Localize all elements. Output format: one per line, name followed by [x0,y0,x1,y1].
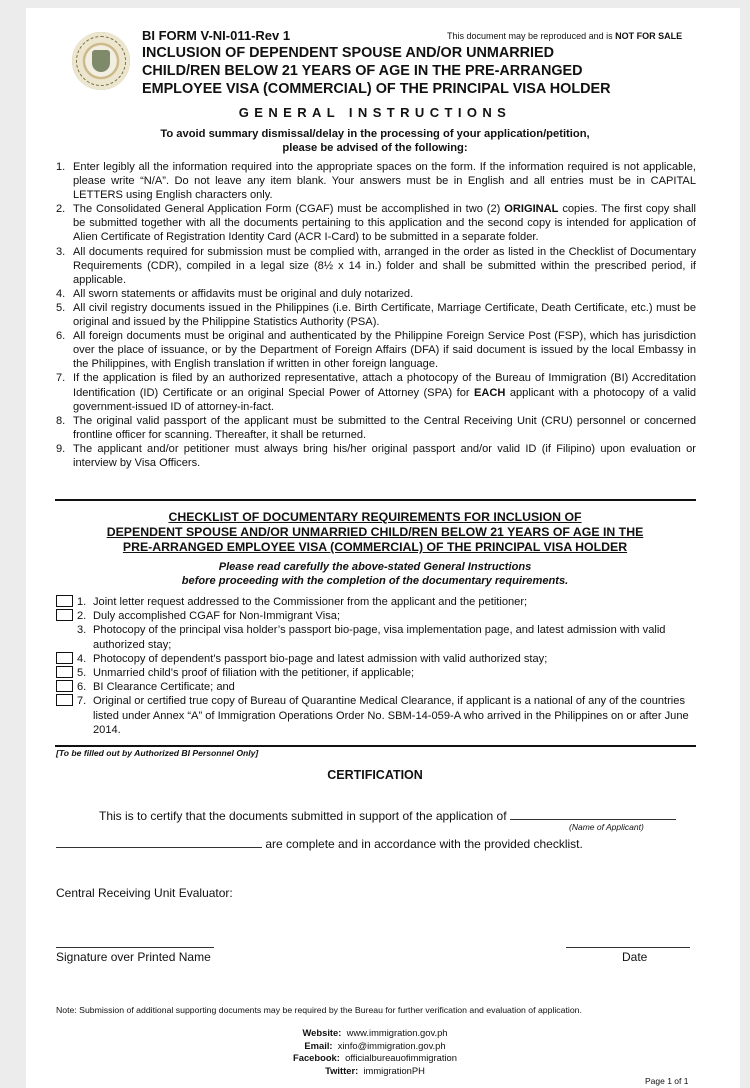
instruction-number: 6. [56,330,66,343]
instruction-text: The applicant and/or petitioner must always bring his/her original passport and/or valid ID (if Filipino) upon evaluation or interview by Visa Officers. [73,442,696,469]
signature-label: Signature over Printed Name [56,950,211,964]
applicant-name-field-cont[interactable] [56,836,262,848]
checklist-title-line: CHECKLIST OF DOCUMENTARY REQUIREMENTS FOR INCLUSION OF [168,510,582,524]
facebook-label: Facebook: [293,1052,340,1063]
certification-statement-cont [56,836,583,851]
website-link[interactable]: www.immigration.gov.ph [346,1027,448,1038]
instruction-emphasis: EACH [474,386,506,399]
instructions-subheading: To avoid summary dismissal/delay in the processing of your application/petition, [160,128,590,140]
personnel-note: [To be filled out by Authorized BI Personnel Only] [56,748,259,758]
checklist-title [0,540,750,554]
title-line: INCLUSION OF DEPENDENT SPOUSE AND/OR UNMARRIED [142,45,555,61]
checklist-number: 3. [77,624,87,637]
instruction-item [56,414,696,442]
reproduction-notice [447,31,682,41]
checklist-number: 4. [77,652,87,665]
checklist-text: Joint letter request addressed to the Commissioner from the applicant and the petitioner; [93,596,528,608]
checklist-item [56,694,696,737]
checkbox[interactable] [56,680,73,692]
notice-text: This document may be reproduced and is [447,31,616,41]
twitter-label: Twitter: [325,1065,359,1076]
instruction-number: 3. [56,245,66,258]
checklist-item [56,595,696,609]
instruction-text: The original valid passport of the applicant must be submitted to the Central Receiving Unit (CRU) personnel or concerned frontline officer for scanning. Thereafter, it shall be returned. [73,414,696,441]
instruction-item [56,371,696,413]
checklist-title [0,525,750,539]
facebook-link[interactable]: officialbureauofimmigration [345,1052,457,1063]
signature-field[interactable] [56,947,214,948]
footer-note: Note: Submission of additional supporting documents may be required by the Bureau for further verification and evaluation of application. [56,1005,582,1015]
bureau-seal-logo [72,32,130,90]
general-instructions-heading: GENERAL INSTRUCTIONS [238,105,512,120]
instruction-text-part: applicant with a photocopy of a valid government-issued ID of attorney-in-fact. [73,386,696,413]
instruction-item [56,442,696,470]
instruction-text-part: The Consolidated General Application Form (CGAF) must be accomplished in two (2) [73,203,505,216]
checklist-title-line: PRE-ARRANGED EMPLOYEE VISA (COMMERCIAL) OF THE PRINCIPAL VISA HOLDER [122,540,628,554]
notice-bold: NOT FOR SALE [615,31,683,41]
website-label: Website: [302,1027,342,1038]
instruction-number: 9. [56,442,66,455]
date-field[interactable] [566,947,690,948]
title-line: CHILD/REN BELOW 21 YEARS OF AGE IN THE PRE-ARRANGED [142,63,583,79]
instruction-item [56,160,696,202]
form-title [142,44,622,98]
name-caption: (Name of Applicant) [569,822,644,832]
checklist-item [56,666,696,680]
certification-title: CERTIFICATION [327,768,423,782]
checklist-note: Please read carefully the above-stated General Instructions [218,561,532,573]
checklist-number: 5. [77,667,87,680]
twitter-link[interactable]: immigrationPH [363,1065,425,1076]
certification-text: This is to certify that the documents submitted in support of the application of [99,809,507,823]
checkbox[interactable] [56,609,73,621]
contact-website [0,1027,750,1040]
instruction-text: All documents required for submission must be complied with, arranged in the order as listed in the Checklist of Documentary Requirements (CDR), compiled in a legal size (8½ x 14 in.) folder and shall be submitted within the prescribed period, if applicable. [73,245,696,286]
checkbox-spacer [56,623,73,651]
certification-statement [99,808,676,823]
contact-email [0,1040,750,1053]
section-divider [55,499,696,501]
checklist-item [56,623,696,651]
date-label: Date [622,950,648,964]
checklist-text: Unmarried child’s proof of filiation with the petitioner, if applicable; [93,667,415,680]
title-line: EMPLOYEE VISA (COMMERCIAL) OF THE PRINCIPAL VISA HOLDER [142,81,611,97]
checklist-items [56,595,696,737]
checklist-item [56,609,696,623]
instruction-number: 8. [56,414,66,427]
instruction-emphasis: ORIGINAL [504,203,559,216]
instruction-text [73,371,696,413]
section-divider [55,745,696,747]
checklist-text: Duly accomplished CGAF for Non-Immigrant Visa; [93,610,341,623]
instruction-item [56,329,696,371]
checkbox[interactable] [56,666,73,678]
checkbox[interactable] [56,694,73,706]
instruction-text: All sworn statements or affidavits must be original and duly notarized. [73,287,414,300]
instruction-text: Enter legibly all the information required into the appropriate spaces on the form. If the information required is not applicable, please write “N/A”. Do not leave any item blank. Your answers must be in English and all entries must be in CAPITAL LETTERS using English characters only. [73,161,696,202]
checklist-title [0,510,750,524]
checklist-title-line: DEPENDENT SPOUSE AND/OR UNMARRIED CHILD/REN BELOW 21 YEARS OF AGE IN THE [106,525,644,539]
contact-twitter [0,1065,750,1078]
applicant-name-field[interactable] [510,808,676,820]
contact-facebook [0,1052,750,1065]
form-code: BI FORM V-NI-011-Rev 1 [142,28,291,43]
checklist-number: 7. [77,695,87,708]
checklist-text: Original or certified true copy of Bureau of Quarantine Medical Clearance, if applicant is a national of any of the countries listed under Annex “A” of Immigration Operations Order No. SBM-14-059-A who arrived in the Philippines on or after June 2014. [93,695,689,736]
instruction-item [56,301,696,329]
instruction-item [56,287,696,301]
instruction-text: All foreign documents must be original and authenticated by the Philippine Foreign Service Post (FSP), which has jurisdiction over the place of issuance, or by the Department of Foreign Affairs (DFA) if said document is issued by the local Embassy in the Philippines, with English translation if written in other foreign language. [73,330,696,371]
checklist-item [56,652,696,666]
checkbox[interactable] [56,652,73,664]
instruction-item [56,245,696,287]
checklist-number: 6. [77,681,87,694]
instruction-text [73,202,696,244]
checklist-item [56,680,696,694]
evaluator-label: Central Receiving Unit Evaluator: [56,886,233,900]
instruction-number: 2. [56,203,66,216]
instruction-text-part: copies. The first copy shall be submitted together with all the documents pertaining to this application and the second copy is intended for application of Alien Certificate of Registration Identity Card (ACR I-Card) to be submitted in a separate folder. [73,203,696,244]
checklist-text: Photocopy of dependent’s passport bio-page and latest admission with valid authorized stay; [93,652,548,665]
email-label: Email: [304,1040,333,1051]
instruction-item [56,202,696,244]
checklist-text: Photocopy of the principal visa holder’s passport bio-page, visa implementation page, and latest admission with valid authorized stay; [93,624,666,651]
instruction-number: 5. [56,301,66,314]
instruction-text: All civil registry documents issued in the Philippines (i.e. Birth Certificate, Marriage Certificate, Death Certificate, etc.) must be original and issued by the Philippine Statistics Authority (PSA). [73,301,696,329]
checklist-note: before proceeding with the completion of the documentary requirements. [181,575,569,587]
instructions-subheading: please be advised of the following: [282,142,468,154]
email-link[interactable]: xinfo@immigration.gov.ph [337,1040,446,1051]
checklist-text: BI Clearance Certificate; and [93,681,235,694]
checkbox[interactable] [56,595,73,607]
instruction-number: 1. [56,161,66,173]
instruction-number: 7. [56,372,66,385]
instruction-number: 4. [56,287,66,300]
instructions-list [56,160,696,470]
page-number: Page 1 of 1 [645,1076,689,1086]
seal-shield [92,50,110,72]
certification-text: are complete and in accordance with the provided checklist. [265,837,583,851]
checklist-number: 2. [77,610,87,623]
checklist-number: 1. [77,596,87,608]
instruction-text-part: If the application is filed by an authorized representative, attach a photocopy of the Bureau of Immigration (BI) Accreditation Identification (ID) Certificate or an original Special Power of Attorney (SPA) for [73,372,696,399]
